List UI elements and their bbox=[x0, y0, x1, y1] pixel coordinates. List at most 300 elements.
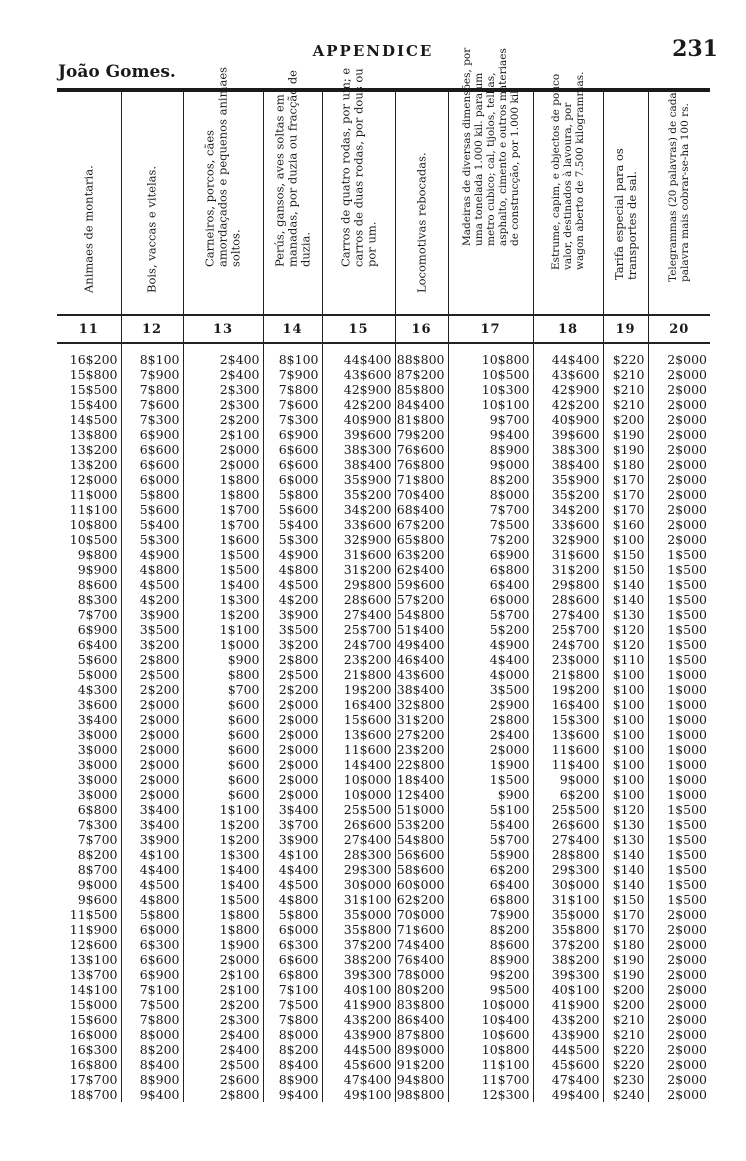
table-cell: 1$500 bbox=[648, 562, 710, 577]
table-cell: 7$300 bbox=[121, 412, 183, 427]
table-cell: 14$500 bbox=[69, 412, 118, 427]
table-cell: 89$000 bbox=[395, 1042, 448, 1057]
table-cell: 9$400 bbox=[448, 427, 533, 442]
table-cell: 31$600 bbox=[533, 547, 603, 562]
table-cell: 43$600 bbox=[322, 367, 395, 382]
table-cell: 7$800 bbox=[121, 382, 183, 397]
table-cell: 5$000 bbox=[77, 667, 118, 682]
table-cell: 7$900 bbox=[448, 907, 533, 922]
table-cell: 1$000 bbox=[648, 697, 710, 712]
table-cell: 8$000 bbox=[263, 1027, 322, 1042]
table-cell: 2$400 bbox=[183, 1042, 263, 1057]
table-cell: 33$600 bbox=[533, 517, 603, 532]
table-cell: 25$500 bbox=[533, 802, 603, 817]
table-cell: 2$000 bbox=[648, 1087, 710, 1102]
table-cell: 3$500 bbox=[121, 622, 183, 637]
table-cell: 11$700 bbox=[448, 1072, 533, 1087]
table-cell: $210 bbox=[603, 367, 648, 382]
table-cell: 23$000 bbox=[533, 652, 603, 667]
table-cell: $600 bbox=[183, 712, 263, 727]
table-cell: $240 bbox=[603, 1087, 648, 1102]
table-cell: 43$600 bbox=[395, 667, 448, 682]
table-row bbox=[57, 1012, 710, 1027]
table-cell: 9$000 bbox=[448, 457, 533, 472]
table-cell: 12$000 bbox=[69, 472, 118, 487]
table-cell: $110 bbox=[603, 652, 648, 667]
table-cell: 1$800 bbox=[183, 487, 263, 502]
table-cell: 6$600 bbox=[263, 442, 322, 457]
table-cell: $800 bbox=[183, 667, 263, 682]
table-cell: 2$000 bbox=[648, 397, 710, 412]
table-cell: $200 bbox=[603, 982, 648, 997]
table-cell: $200 bbox=[603, 997, 648, 1012]
table-cell: 1$400 bbox=[183, 877, 263, 892]
table-cell: 2$000 bbox=[648, 367, 710, 382]
table-cell: 30$000 bbox=[322, 877, 395, 892]
table-cell: 10$500 bbox=[448, 367, 533, 382]
table-cell: 25$700 bbox=[533, 622, 603, 637]
table-cell: 12$300 bbox=[448, 1087, 533, 1102]
table-row bbox=[57, 487, 710, 502]
table-row bbox=[57, 343, 710, 367]
table-cell: 3$900 bbox=[121, 607, 183, 622]
table-cell: 38$400 bbox=[322, 457, 395, 472]
table-cell: 45$600 bbox=[322, 1057, 395, 1072]
table-row bbox=[57, 682, 710, 697]
table-cell: 43$900 bbox=[322, 1027, 395, 1042]
table-cell: $210 bbox=[603, 397, 648, 412]
table-cell: 2$300 bbox=[183, 397, 263, 412]
table-cell: 34$200 bbox=[533, 502, 603, 517]
table-cell: 7$700 bbox=[77, 607, 118, 622]
table-cell: 7$800 bbox=[121, 1012, 183, 1027]
table-row bbox=[57, 697, 710, 712]
table-cell: 67$200 bbox=[395, 517, 448, 532]
table-cell: 40$900 bbox=[322, 412, 395, 427]
table-cell: 25$700 bbox=[322, 622, 395, 637]
table-cell: 41$900 bbox=[533, 997, 603, 1012]
table-cell: $900 bbox=[448, 787, 533, 802]
table-cell: 43$200 bbox=[322, 1012, 395, 1027]
table-cell: $100 bbox=[603, 772, 648, 787]
table-cell: $900 bbox=[183, 652, 263, 667]
table-cell: 47$400 bbox=[533, 1072, 603, 1087]
table-cell: 7$300 bbox=[77, 817, 118, 832]
table-cell: 28$800 bbox=[533, 847, 603, 862]
table-cell: 3$000 bbox=[77, 757, 118, 772]
table-row bbox=[57, 607, 710, 622]
column-number: 15 bbox=[322, 315, 395, 343]
table-cell: 6$600 bbox=[263, 457, 322, 472]
table-cell: 76$800 bbox=[395, 457, 448, 472]
tariff-table-body bbox=[57, 343, 710, 1102]
table-cell: 1$500 bbox=[648, 832, 710, 847]
table-cell: 6$600 bbox=[263, 952, 322, 967]
table-cell: 11$400 bbox=[533, 757, 603, 772]
table-cell: 38$400 bbox=[533, 457, 603, 472]
table-cell: 6$900 bbox=[77, 622, 118, 637]
table-cell: 8$000 bbox=[121, 1027, 183, 1042]
table-cell: 7$200 bbox=[448, 532, 533, 547]
table-row bbox=[57, 817, 710, 832]
table-row bbox=[57, 892, 710, 907]
table-cell: 2$000 bbox=[183, 952, 263, 967]
table-cell: 1$500 bbox=[648, 817, 710, 832]
table-cell: 39$300 bbox=[533, 967, 603, 982]
table-cell: 5$400 bbox=[121, 517, 183, 532]
table-cell: 7$500 bbox=[121, 997, 183, 1012]
table-row bbox=[57, 667, 710, 682]
table-cell: 13$600 bbox=[322, 727, 395, 742]
table-cell: 10$300 bbox=[448, 382, 533, 397]
table-cell: 33$600 bbox=[322, 517, 395, 532]
table-cell: 27$400 bbox=[322, 607, 395, 622]
table-cell: 11$600 bbox=[322, 742, 395, 757]
table-cell: 3$000 bbox=[77, 727, 118, 742]
table-cell: 1$500 bbox=[648, 622, 710, 637]
table-cell: 2$000 bbox=[648, 982, 710, 997]
column-description: Carros de quatro rodas, por um; e carros de duas rodas, por dous ou por um. bbox=[338, 67, 378, 267]
table-cell: 2$000 bbox=[648, 922, 710, 937]
table-cell: 2$000 bbox=[121, 772, 183, 787]
table-cell: 43$600 bbox=[533, 367, 603, 382]
table-cell: 1$400 bbox=[183, 577, 263, 592]
table-cell: 18$700 bbox=[69, 1087, 118, 1102]
table-cell: $100 bbox=[603, 697, 648, 712]
table-cell: 31$100 bbox=[322, 892, 395, 907]
table-cell: 38$400 bbox=[395, 682, 448, 697]
table-cell: 35$000 bbox=[322, 907, 395, 922]
table-cell: 10$100 bbox=[448, 397, 533, 412]
table-cell: 1$400 bbox=[183, 862, 263, 877]
table-cell: 7$800 bbox=[263, 1012, 322, 1027]
table-cell: 10$800 bbox=[448, 1042, 533, 1057]
table-cell: 8$600 bbox=[448, 937, 533, 952]
table-cell: 74$400 bbox=[395, 937, 448, 952]
table-cell: 10$000 bbox=[322, 772, 395, 787]
table-cell: $170 bbox=[603, 472, 648, 487]
table-cell: 1$800 bbox=[183, 922, 263, 937]
table-cell: 29$300 bbox=[533, 862, 603, 877]
table-cell: 16$400 bbox=[322, 697, 395, 712]
table-cell: 60$000 bbox=[395, 877, 448, 892]
table-cell: 2$000 bbox=[183, 457, 263, 472]
table-cell: 8$100 bbox=[263, 343, 322, 367]
table-row bbox=[57, 862, 710, 877]
table-cell: 3$200 bbox=[121, 637, 183, 652]
table-cell: 1$300 bbox=[183, 592, 263, 607]
table-cell: $140 bbox=[603, 877, 648, 892]
table-cell: $100 bbox=[603, 682, 648, 697]
table-cell: 9$400 bbox=[263, 1087, 322, 1102]
table-cell: 3$400 bbox=[263, 802, 322, 817]
table-cell: 2$000 bbox=[648, 382, 710, 397]
table-row bbox=[57, 772, 710, 787]
table-cell: 4$900 bbox=[448, 637, 533, 652]
table-row bbox=[57, 937, 710, 952]
table-cell: 88$800 bbox=[395, 343, 448, 367]
table-cell: 2$000 bbox=[183, 442, 263, 457]
table-row bbox=[57, 847, 710, 862]
table-row bbox=[57, 787, 710, 802]
table-row bbox=[57, 622, 710, 637]
table-cell: 6$000 bbox=[263, 922, 322, 937]
table-cell: 35$800 bbox=[322, 922, 395, 937]
table-cell: 28$600 bbox=[533, 592, 603, 607]
table-cell: 8$200 bbox=[121, 1042, 183, 1057]
table-cell: 8$300 bbox=[77, 592, 118, 607]
table-cell: 85$800 bbox=[395, 382, 448, 397]
table-cell: 11$000 bbox=[69, 487, 118, 502]
table-cell: 29$800 bbox=[322, 577, 395, 592]
table-row bbox=[57, 562, 710, 577]
table-cell: 2$000 bbox=[121, 757, 183, 772]
table-cell: 87$200 bbox=[395, 367, 448, 382]
table-cell: $170 bbox=[603, 502, 648, 517]
table-cell: 27$200 bbox=[395, 727, 448, 742]
table-cell: 4$400 bbox=[121, 862, 183, 877]
table-cell: 4$100 bbox=[263, 847, 322, 862]
table-cell: 5$600 bbox=[77, 652, 118, 667]
table-cell: 2$000 bbox=[121, 712, 183, 727]
table-cell: 3$400 bbox=[121, 817, 183, 832]
column-description: Estrume, capim, e objectos de pouco valor, destinados à lavoura, por wagon aberto de 7.500 kilogrammas. bbox=[550, 71, 586, 270]
table-cell: $600 bbox=[183, 727, 263, 742]
column-number: 19 bbox=[603, 315, 648, 343]
table-cell: $220 bbox=[603, 1042, 648, 1057]
table-cell: 2$000 bbox=[648, 502, 710, 517]
table-cell: 2$000 bbox=[648, 457, 710, 472]
table-cell: $140 bbox=[603, 577, 648, 592]
table-cell: 2$000 bbox=[121, 727, 183, 742]
table-row bbox=[57, 427, 710, 442]
table-cell: 5$600 bbox=[263, 502, 322, 517]
table-cell: 49$400 bbox=[395, 637, 448, 652]
table-row bbox=[57, 967, 710, 982]
table-cell: 15$600 bbox=[322, 712, 395, 727]
table-row bbox=[57, 1027, 710, 1042]
table-cell: 2$000 bbox=[263, 757, 322, 772]
table-cell: 3$500 bbox=[448, 682, 533, 697]
table-cell: 29$300 bbox=[322, 862, 395, 877]
table-cell: 31$200 bbox=[395, 712, 448, 727]
table-cell: 5$300 bbox=[263, 532, 322, 547]
column-description: Madeiras de diversas dimensões, por uma tonelada 1.000 kil. para um metro cubico; cal, tijolos, telhas, asphalto, cimento e outros materiaes de construcção, por 1.000 kil. bbox=[460, 47, 521, 246]
table-cell: 6$000 bbox=[121, 472, 183, 487]
table-cell: 39$600 bbox=[322, 427, 395, 442]
table-cell: $100 bbox=[603, 727, 648, 742]
table-cell: 78$000 bbox=[395, 967, 448, 982]
table-cell: 2$000 bbox=[263, 742, 322, 757]
table-cell: 39$600 bbox=[533, 427, 603, 442]
table-cell: 2$200 bbox=[183, 412, 263, 427]
table-cell: 10$000 bbox=[448, 997, 533, 1012]
column-description: Locomotivas rebocadas. bbox=[414, 152, 428, 293]
table-cell: $160 bbox=[603, 517, 648, 532]
column-description: Perús, gansos, aves soltas em manadas, por duzia ou fracção de duzia. bbox=[272, 70, 312, 267]
column-number: 14 bbox=[263, 315, 322, 343]
page-number: 231 bbox=[672, 36, 718, 62]
table-cell: 6$900 bbox=[263, 427, 322, 442]
table-cell: 5$700 bbox=[448, 832, 533, 847]
table-cell: 87$800 bbox=[395, 1027, 448, 1042]
table-cell: $170 bbox=[603, 922, 648, 937]
table-cell: 3$900 bbox=[263, 832, 322, 847]
table-row bbox=[57, 652, 710, 667]
table-cell: 49$400 bbox=[533, 1087, 603, 1102]
table-cell: 6$000 bbox=[263, 472, 322, 487]
table-cell: 38$300 bbox=[533, 442, 603, 457]
table-cell: 5$900 bbox=[448, 847, 533, 862]
table-row bbox=[57, 472, 710, 487]
table-cell: 9$600 bbox=[77, 892, 118, 907]
table-cell: 43$200 bbox=[533, 1012, 603, 1027]
table-cell: 2$300 bbox=[183, 1012, 263, 1027]
table-cell: 54$800 bbox=[395, 607, 448, 622]
table-row bbox=[57, 1072, 710, 1087]
table-cell: 1$500 bbox=[648, 862, 710, 877]
table-cell: $150 bbox=[603, 562, 648, 577]
table-cell: 1$500 bbox=[648, 652, 710, 667]
table-cell: 4$500 bbox=[121, 877, 183, 892]
table-cell: 2$800 bbox=[448, 712, 533, 727]
table-row bbox=[57, 592, 710, 607]
table-row bbox=[57, 547, 710, 562]
table-cell: 6$800 bbox=[263, 967, 322, 982]
column-header-18 bbox=[533, 71, 603, 315]
table-cell: 11$600 bbox=[533, 742, 603, 757]
table-cell: 9$900 bbox=[77, 562, 118, 577]
table-cell: 2$300 bbox=[183, 382, 263, 397]
table-cell: $120 bbox=[603, 637, 648, 652]
table-cell: 25$500 bbox=[322, 802, 395, 817]
table-cell: 2$000 bbox=[648, 1042, 710, 1057]
table-cell: 83$800 bbox=[395, 997, 448, 1012]
table-cell: $230 bbox=[603, 1072, 648, 1087]
table-cell: 5$200 bbox=[448, 622, 533, 637]
table-cell: 2$500 bbox=[183, 1057, 263, 1072]
table-cell: 76$600 bbox=[395, 442, 448, 457]
table-cell: $140 bbox=[603, 862, 648, 877]
table-cell: 2$800 bbox=[121, 652, 183, 667]
table-cell: 1$500 bbox=[183, 892, 263, 907]
table-cell: $180 bbox=[603, 457, 648, 472]
column-description: Animaes de montaria. bbox=[81, 165, 96, 293]
table-cell: 1$700 bbox=[183, 517, 263, 532]
table-cell: 71$600 bbox=[395, 922, 448, 937]
table-cell: 30$000 bbox=[533, 877, 603, 892]
table-cell: 59$600 bbox=[395, 577, 448, 592]
table-row bbox=[57, 457, 710, 472]
table-cell: 6$400 bbox=[448, 877, 533, 892]
table-cell: 49$100 bbox=[322, 1087, 395, 1102]
table-cell: 6$000 bbox=[121, 922, 183, 937]
column-description: Carneiros, porcos, cães amordaçados e pequenos animaes soltos. bbox=[202, 66, 243, 267]
table-cell: 2$000 bbox=[448, 742, 533, 757]
table-cell: $170 bbox=[603, 907, 648, 922]
table-cell: $190 bbox=[603, 442, 648, 457]
table-cell: 1$100 bbox=[183, 622, 263, 637]
table-cell: 7$700 bbox=[77, 832, 118, 847]
table-cell: 2$400 bbox=[183, 367, 263, 382]
table-cell: $210 bbox=[603, 1027, 648, 1042]
table-row bbox=[57, 367, 710, 382]
table-cell: 2$000 bbox=[263, 787, 322, 802]
table-cell: 1$200 bbox=[183, 607, 263, 622]
table-cell: 35$800 bbox=[533, 922, 603, 937]
table-cell: 2$000 bbox=[648, 343, 710, 367]
column-header-19 bbox=[603, 92, 648, 315]
table-cell: 13$700 bbox=[69, 967, 118, 982]
table-cell: 4$800 bbox=[263, 562, 322, 577]
table-cell: 54$800 bbox=[395, 832, 448, 847]
table-cell: 1$500 bbox=[648, 577, 710, 592]
table-cell: 2$200 bbox=[263, 682, 322, 697]
table-cell: 4$500 bbox=[263, 877, 322, 892]
table-cell: 43$900 bbox=[533, 1027, 603, 1042]
table-cell: 6$800 bbox=[448, 562, 533, 577]
table-cell: 63$200 bbox=[395, 547, 448, 562]
table-row bbox=[57, 442, 710, 457]
table-cell: 1$000 bbox=[183, 637, 263, 652]
table-cell: 5$800 bbox=[121, 487, 183, 502]
table-cell: $130 bbox=[603, 607, 648, 622]
table-cell: 9$700 bbox=[448, 412, 533, 427]
table-cell: 65$800 bbox=[395, 532, 448, 547]
table-cell: 23$200 bbox=[395, 742, 448, 757]
table-cell: 34$200 bbox=[322, 502, 395, 517]
column-descriptions-row bbox=[57, 92, 710, 315]
table-cell: $220 bbox=[603, 1057, 648, 1072]
table-cell: 38$200 bbox=[533, 952, 603, 967]
table-row bbox=[57, 1057, 710, 1072]
table-cell: 4$200 bbox=[121, 592, 183, 607]
table-cell: 1$500 bbox=[648, 592, 710, 607]
page-title: APPENDICE bbox=[312, 42, 434, 60]
table-cell: 3$500 bbox=[263, 622, 322, 637]
table-cell: 2$100 bbox=[183, 982, 263, 997]
table-cell: 3$900 bbox=[121, 832, 183, 847]
table-cell: 1$500 bbox=[648, 637, 710, 652]
table-cell: 17$700 bbox=[69, 1072, 118, 1087]
table-cell: 5$400 bbox=[263, 517, 322, 532]
table-cell: $180 bbox=[603, 937, 648, 952]
table-cell: 44$500 bbox=[533, 1042, 603, 1057]
table-cell: 22$800 bbox=[395, 757, 448, 772]
table-cell: 46$400 bbox=[395, 652, 448, 667]
table-cell: 91$200 bbox=[395, 1057, 448, 1072]
table-cell: 6$300 bbox=[121, 937, 183, 952]
table-cell: $150 bbox=[603, 892, 648, 907]
table-cell: 53$200 bbox=[395, 817, 448, 832]
table-cell: 29$800 bbox=[533, 577, 603, 592]
table-cell: 42$900 bbox=[533, 382, 603, 397]
table-row bbox=[57, 952, 710, 967]
table-cell: 32$900 bbox=[322, 532, 395, 547]
table-cell: 47$400 bbox=[322, 1072, 395, 1087]
column-numbers-row bbox=[57, 315, 710, 343]
table-cell: 19$200 bbox=[322, 682, 395, 697]
table-cell: 28$600 bbox=[322, 592, 395, 607]
table-cell: 68$400 bbox=[395, 502, 448, 517]
table-cell: 2$000 bbox=[648, 487, 710, 502]
table-cell: 6$600 bbox=[121, 457, 183, 472]
table-cell: $210 bbox=[603, 1012, 648, 1027]
table-cell: 32$800 bbox=[395, 697, 448, 712]
table-cell: 6$600 bbox=[121, 442, 183, 457]
table-cell: 3$000 bbox=[77, 772, 118, 787]
table-cell: 11$500 bbox=[69, 907, 118, 922]
